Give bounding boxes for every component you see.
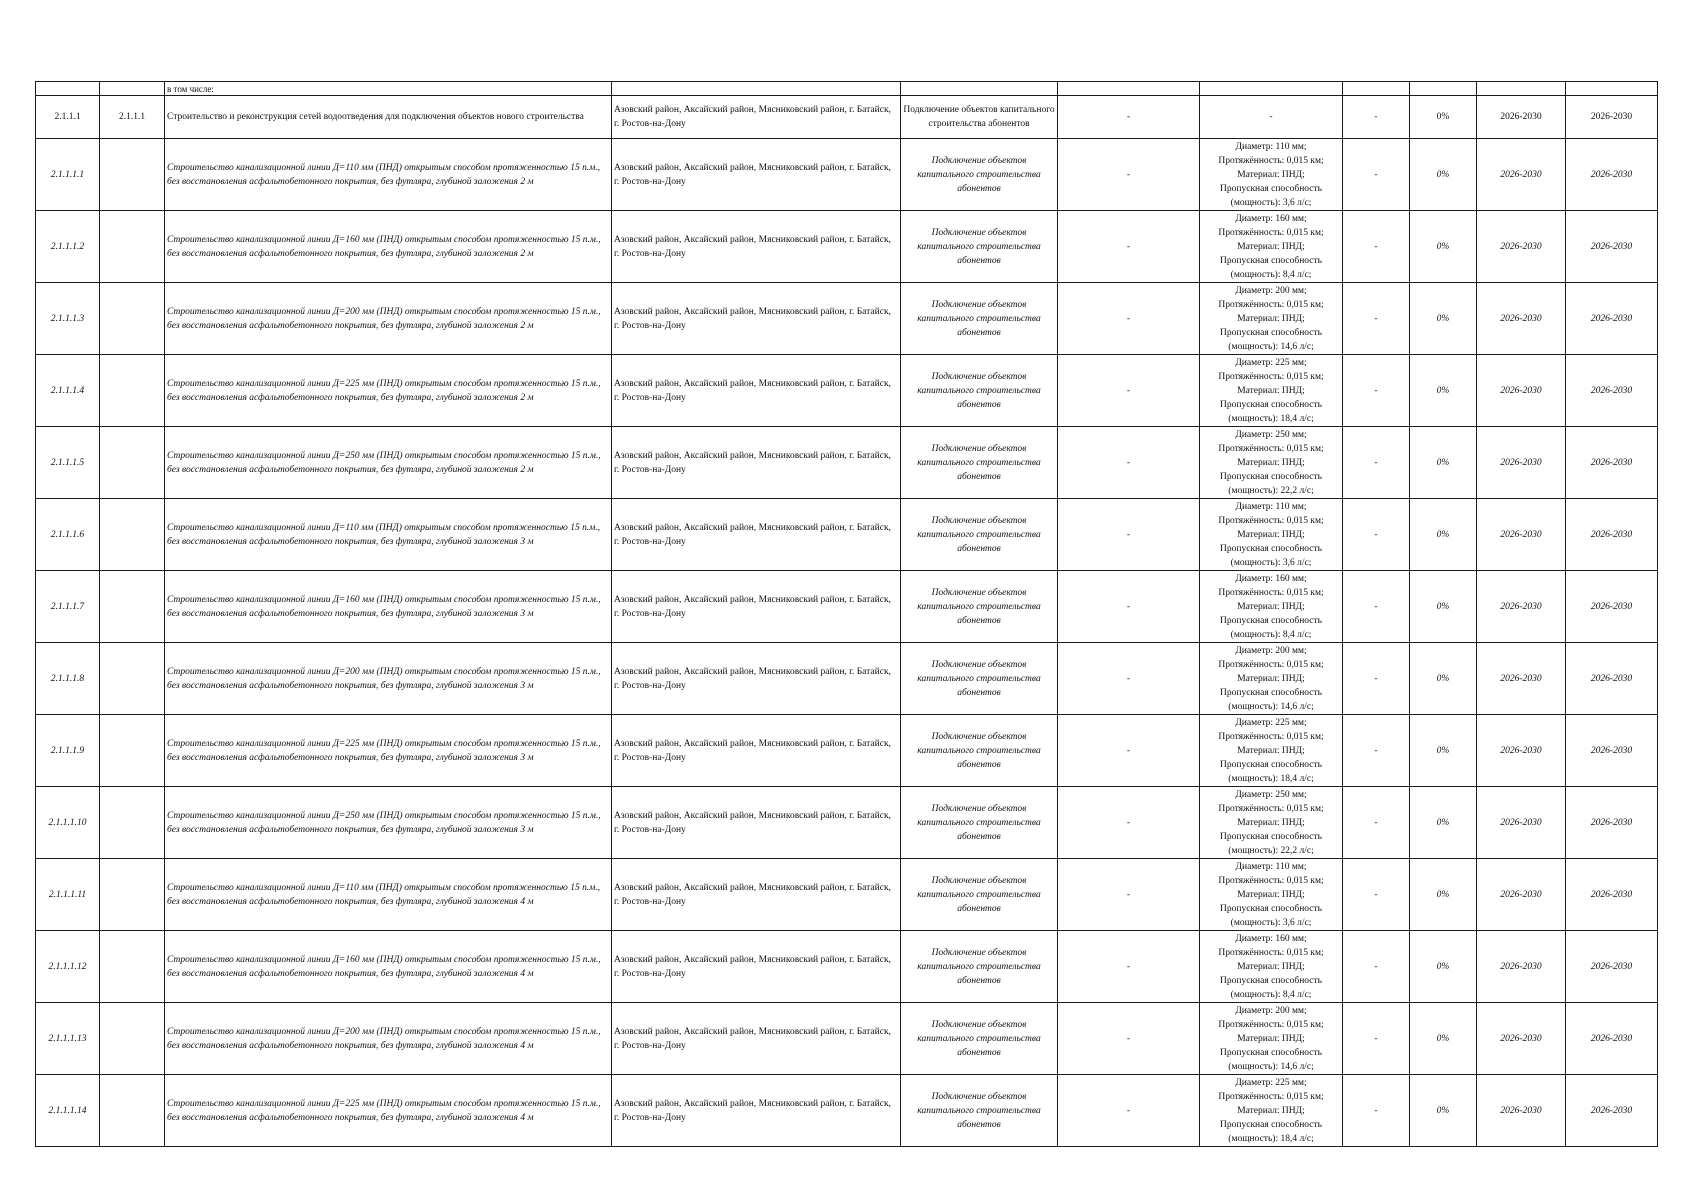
item-code: 2.1.1.1.6 [36,499,100,571]
item-description: Строительство канализационной линии Д=200 мм (ПНД) открытым способом протяженностью 15 п.м., без восстановления асфальтобетонного покрытия, без футляра, глубиной заложения 2 м [165,283,612,355]
item-description: Строительство канализационной линии Д=200 мм (ПНД) открытым способом протяженностью 15 п.м., без восстановления асфальтобетонного покрытия, без футляра, глубиной заложения 3 м [165,643,612,715]
cell-empty [100,139,165,211]
table-row [36,787,1658,859]
item-col9: - [1343,139,1410,211]
group-name: Строительство и реконструкция сетей водоотведения для подключения объектов нового строительства [165,96,612,139]
item-description: Строительство канализационной линии Д=110 мм (ПНД) открытым способом протяженностью 15 п.м., без восстановления асфальтобетонного покрытия, без футляра, глубиной заложения 2 м [165,139,612,211]
item-period-2: 2026-2030 [1566,499,1658,571]
param-line: Диаметр: 200 мм; [1235,645,1307,656]
param-line: Пропускная способность [1220,183,1322,194]
item-location: Азовский район, Аксайский район, Мясниковский район, г. Батайск, г. Ростов-на-Дону [612,643,901,715]
group-code-1: 2.1.1.1 [36,96,100,139]
param-line: Пропускная способность [1220,255,1322,266]
item-purpose: Подключение объектов капитального строительства абонентов [901,787,1058,859]
cell-empty [612,82,901,96]
table-row [36,931,1658,1003]
param-line: Диаметр: 200 мм; [1235,285,1307,296]
param-line: Материал: ПНД; [1237,889,1305,900]
item-params [1200,1075,1343,1147]
group-col6: - [1058,96,1200,139]
item-params [1200,427,1343,499]
table-row [36,211,1658,283]
item-period-2: 2026-2030 [1566,427,1658,499]
cell-empty [1410,82,1477,96]
param-line: (мощность): 18,4 л/с; [1228,1133,1314,1144]
item-code: 2.1.1.1.8 [36,643,100,715]
item-col9: - [1343,355,1410,427]
group-row [36,96,1658,139]
item-period-1: 2026-2030 [1477,715,1566,787]
group-percent: 0% [1410,96,1477,139]
item-description: Строительство канализационной линии Д=200 мм (ПНД) открытым способом протяженностью 15 п.м., без восстановления асфальтобетонного покрытия, без футляра, глубиной заложения 4 м [165,1003,612,1075]
item-period-1: 2026-2030 [1477,931,1566,1003]
item-col6: - [1058,283,1200,355]
param-line: Материал: ПНД; [1237,745,1305,756]
item-col6: - [1058,1075,1200,1147]
item-code: 2.1.1.1.10 [36,787,100,859]
item-percent: 0% [1410,643,1477,715]
param-line: Пропускная способность [1220,759,1322,770]
item-period-2: 2026-2030 [1566,571,1658,643]
item-col6: - [1058,643,1200,715]
cell-empty [1566,82,1658,96]
item-period-2: 2026-2030 [1566,715,1658,787]
item-purpose: Подключение объектов капитального строительства абонентов [901,643,1058,715]
cell-empty [901,82,1058,96]
param-line: (мощность): 14,6 л/с; [1228,1061,1314,1072]
item-code: 2.1.1.1.13 [36,1003,100,1075]
group-col7: - [1200,96,1343,139]
item-params [1200,211,1343,283]
item-period-2: 2026-2030 [1566,211,1658,283]
cell-empty [100,283,165,355]
item-period-2: 2026-2030 [1566,1075,1658,1147]
param-line: Материал: ПНД; [1237,961,1305,972]
cell-empty [100,1003,165,1075]
param-line: (мощность): 8,4 л/с; [1230,269,1312,280]
item-period-1: 2026-2030 [1477,571,1566,643]
cell-empty [100,643,165,715]
param-line: (мощность): 22,2 л/с; [1228,485,1314,496]
group-purpose: Подключение объектов капитального строительства абонентов [901,96,1058,139]
item-col6: - [1058,139,1200,211]
cell-empty [1200,82,1343,96]
item-period-2: 2026-2030 [1566,355,1658,427]
param-line: Протяжённость: 0,015 км; [1218,155,1324,166]
group-period-2: 2026-2030 [1566,96,1658,139]
item-col9: - [1343,1075,1410,1147]
item-params [1200,499,1343,571]
item-purpose: Подключение объектов капитального строительства абонентов [901,139,1058,211]
item-col9: - [1343,787,1410,859]
item-percent: 0% [1410,1075,1477,1147]
param-line: Материал: ПНД; [1237,313,1305,324]
item-code: 2.1.1.1.14 [36,1075,100,1147]
item-col9: - [1343,211,1410,283]
group-col9: - [1343,96,1410,139]
item-period-1: 2026-2030 [1477,355,1566,427]
table-row [36,499,1658,571]
param-line: (мощность): 14,6 л/с; [1228,701,1314,712]
item-purpose: Подключение объектов капитального строительства абонентов [901,715,1058,787]
item-purpose: Подключение объектов капитального строительства абонентов [901,1075,1058,1147]
table-row [36,355,1658,427]
item-params [1200,283,1343,355]
item-params [1200,1003,1343,1075]
item-period-2: 2026-2030 [1566,1003,1658,1075]
item-description: Строительство канализационной линии Д=160 мм (ПНД) открытым способом протяженностью 15 п.м., без восстановления асфальтобетонного покрытия, без футляра, глубиной заложения 3 м [165,571,612,643]
item-percent: 0% [1410,211,1477,283]
table-row [36,571,1658,643]
item-col6: - [1058,499,1200,571]
item-col6: - [1058,715,1200,787]
item-period-1: 2026-2030 [1477,1075,1566,1147]
item-code: 2.1.1.1.3 [36,283,100,355]
cell-empty [100,859,165,931]
item-col6: - [1058,1003,1200,1075]
param-line: Протяжённость: 0,015 км; [1218,299,1324,310]
table-row [36,715,1658,787]
param-line: Протяжённость: 0,015 км; [1218,443,1324,454]
item-code: 2.1.1.1.1 [36,139,100,211]
item-description: Строительство канализационной линии Д=250 мм (ПНД) открытым способом протяженностью 15 п.м., без восстановления асфальтобетонного покрытия, без футляра, глубиной заложения 2 м [165,427,612,499]
param-line: Диаметр: 200 мм; [1235,1005,1307,1016]
param-line: Протяжённость: 0,015 км; [1218,1019,1324,1030]
param-line: Пропускная способность [1220,1047,1322,1058]
item-percent: 0% [1410,355,1477,427]
subheader-row [36,82,1658,96]
table-row [36,643,1658,715]
item-location: Азовский район, Аксайский район, Мясниковский район, г. Батайск, г. Ростов-на-Дону [612,1003,901,1075]
item-params [1200,859,1343,931]
item-percent: 0% [1410,931,1477,1003]
item-period-1: 2026-2030 [1477,283,1566,355]
group-code-2: 2.1.1.1 [100,96,165,139]
item-col6: - [1058,787,1200,859]
item-params [1200,643,1343,715]
item-period-2: 2026-2030 [1566,139,1658,211]
param-line: Протяжённость: 0,015 км; [1218,659,1324,670]
item-col9: - [1343,427,1410,499]
item-percent: 0% [1410,139,1477,211]
param-line: Материал: ПНД; [1237,385,1305,396]
item-description: Строительство канализационной линии Д=110 мм (ПНД) открытым способом протяженностью 15 п.м., без восстановления асфальтобетонного покрытия, без футляра, глубиной заложения 4 м [165,859,612,931]
item-percent: 0% [1410,1003,1477,1075]
item-description: Строительство канализационной линии Д=160 мм (ПНД) открытым способом протяженностью 15 п.м., без восстановления асфальтобетонного покрытия, без футляра, глубиной заложения 4 м [165,931,612,1003]
cell-empty [100,427,165,499]
param-line: (мощность): 14,6 л/с; [1228,341,1314,352]
item-period-1: 2026-2030 [1477,139,1566,211]
item-location: Азовский район, Аксайский район, Мясниковский район, г. Батайск, г. Ростов-на-Дону [612,427,901,499]
param-line: Пропускная способность [1220,975,1322,986]
item-location: Азовский район, Аксайский район, Мясниковский район, г. Батайск, г. Ростов-на-Дону [612,571,901,643]
subheader-label: в том числе: [165,82,612,96]
cell-empty [36,82,100,96]
item-params [1200,355,1343,427]
item-period-2: 2026-2030 [1566,643,1658,715]
param-line: Протяжённость: 0,015 км; [1218,1091,1324,1102]
item-description: Строительство канализационной линии Д=225 мм (ПНД) открытым способом протяженностью 15 п.м., без восстановления асфальтобетонного покрытия, без футляра, глубиной заложения 4 м [165,1075,612,1147]
item-col6: - [1058,355,1200,427]
item-location: Азовский район, Аксайский район, Мясниковский район, г. Батайск, г. Ростов-на-Дону [612,715,901,787]
param-line: (мощность): 18,4 л/с; [1228,413,1314,424]
item-purpose: Подключение объектов капитального строительства абонентов [901,931,1058,1003]
param-line: Пропускная способность [1220,615,1322,626]
param-line: Пропускная способность [1220,1119,1322,1130]
item-period-1: 2026-2030 [1477,787,1566,859]
item-col6: - [1058,211,1200,283]
table-row [36,139,1658,211]
item-col9: - [1343,283,1410,355]
item-col9: - [1343,643,1410,715]
param-line: Пропускная способность [1220,471,1322,482]
item-code: 2.1.1.1.9 [36,715,100,787]
param-line: Пропускная способность [1220,903,1322,914]
item-location: Азовский район, Аксайский район, Мясниковский район, г. Батайск, г. Ростов-на-Дону [612,1075,901,1147]
param-line: Диаметр: 160 мм; [1235,933,1307,944]
item-period-1: 2026-2030 [1477,427,1566,499]
item-period-2: 2026-2030 [1566,859,1658,931]
param-line: (мощность): 3,6 л/с; [1230,917,1312,928]
item-code: 2.1.1.1.2 [36,211,100,283]
param-line: (мощность): 22,2 л/с; [1228,845,1314,856]
param-line: Протяжённость: 0,015 км; [1218,587,1324,598]
item-col9: - [1343,859,1410,931]
item-col6: - [1058,931,1200,1003]
item-params [1200,931,1343,1003]
item-purpose: Подключение объектов капитального строительства абонентов [901,571,1058,643]
item-col9: - [1343,1003,1410,1075]
item-purpose: Подключение объектов капитального строительства абонентов [901,859,1058,931]
cell-empty [100,82,165,96]
item-purpose: Подключение объектов капитального строительства абонентов [901,499,1058,571]
param-line: Материал: ПНД; [1237,1105,1305,1116]
param-line: (мощность): 3,6 л/с; [1230,557,1312,568]
param-line: (мощность): 3,6 л/с; [1230,197,1312,208]
table-row [36,1003,1658,1075]
param-line: Пропускная способность [1220,327,1322,338]
param-line: Диаметр: 250 мм; [1235,789,1307,800]
cell-empty [100,787,165,859]
item-location: Азовский район, Аксайский район, Мясниковский район, г. Батайск, г. Ростов-на-Дону [612,859,901,931]
item-params [1200,571,1343,643]
item-location: Азовский район, Аксайский район, Мясниковский район, г. Батайск, г. Ростов-на-Дону [612,283,901,355]
param-line: (мощность): 8,4 л/с; [1230,989,1312,1000]
item-params [1200,139,1343,211]
param-line: Материал: ПНД; [1237,817,1305,828]
item-code: 2.1.1.1.12 [36,931,100,1003]
cell-empty [100,571,165,643]
param-line: Диаметр: 110 мм; [1235,501,1307,512]
item-purpose: Подключение объектов капитального строительства абонентов [901,211,1058,283]
item-col9: - [1343,931,1410,1003]
cell-empty [1058,82,1200,96]
cell-empty [100,211,165,283]
param-line: Пропускная способность [1220,687,1322,698]
item-location: Азовский район, Аксайский район, Мясниковский район, г. Батайск, г. Ростов-на-Дону [612,931,901,1003]
item-description: Строительство канализационной линии Д=110 мм (ПНД) открытым способом протяженностью 15 п.м., без восстановления асфальтобетонного покрытия, без футляра, глубиной заложения 3 м [165,499,612,571]
param-line: (мощность): 8,4 л/с; [1230,629,1312,640]
item-code: 2.1.1.1.7 [36,571,100,643]
param-line: Материал: ПНД; [1237,601,1305,612]
param-line: Диаметр: 225 мм; [1235,1077,1307,1088]
item-period-1: 2026-2030 [1477,499,1566,571]
item-description: Строительство канализационной линии Д=250 мм (ПНД) открытым способом протяженностью 15 п.м., без восстановления асфальтобетонного покрытия, без футляра, глубиной заложения 3 м [165,787,612,859]
item-description: Строительство канализационной линии Д=225 мм (ПНД) открытым способом протяженностью 15 п.м., без восстановления асфальтобетонного покрытия, без футляра, глубиной заложения 2 м [165,355,612,427]
table-row [36,1075,1658,1147]
param-line: Материал: ПНД; [1237,1033,1305,1044]
item-percent: 0% [1410,859,1477,931]
group-location: Азовский район, Аксайский район, Мясниковский район, г. Батайск, г. Ростов-на-Дону [612,96,901,139]
param-line: Протяжённость: 0,015 км; [1218,803,1324,814]
item-period-1: 2026-2030 [1477,859,1566,931]
param-line: Протяжённость: 0,015 км; [1218,371,1324,382]
param-line: Пропускная способность [1220,831,1322,842]
item-period-2: 2026-2030 [1566,931,1658,1003]
item-description: Строительство канализационной линии Д=225 мм (ПНД) открытым способом протяженностью 15 п.м., без восстановления асфальтобетонного покрытия, без футляра, глубиной заложения 3 м [165,715,612,787]
item-code: 2.1.1.1.5 [36,427,100,499]
item-code: 2.1.1.1.11 [36,859,100,931]
param-line: Протяжённость: 0,015 км; [1218,947,1324,958]
param-line: Материал: ПНД; [1237,169,1305,180]
item-purpose: Подключение объектов капитального строительства абонентов [901,1003,1058,1075]
param-line: Диаметр: 110 мм; [1235,141,1307,152]
param-line: Диаметр: 225 мм; [1235,357,1307,368]
param-line: Материал: ПНД; [1237,457,1305,468]
item-percent: 0% [1410,787,1477,859]
cell-empty [1477,82,1566,96]
item-location: Азовский район, Аксайский район, Мясниковский район, г. Батайск, г. Ростов-на-Дону [612,211,901,283]
item-location: Азовский район, Аксайский район, Мясниковский район, г. Батайск, г. Ростов-на-Дону [612,499,901,571]
item-percent: 0% [1410,715,1477,787]
item-percent: 0% [1410,283,1477,355]
item-col9: - [1343,571,1410,643]
param-line: Материал: ПНД; [1237,241,1305,252]
item-col6: - [1058,571,1200,643]
item-percent: 0% [1410,427,1477,499]
cell-empty [100,715,165,787]
item-period-1: 2026-2030 [1477,1003,1566,1075]
param-line: Протяжённость: 0,015 км; [1218,731,1324,742]
group-period-1: 2026-2030 [1477,96,1566,139]
table-row [36,859,1658,931]
param-line: Диаметр: 160 мм; [1235,573,1307,584]
item-period-2: 2026-2030 [1566,787,1658,859]
cell-empty [100,1075,165,1147]
param-line: Диаметр: 110 мм; [1235,861,1307,872]
item-params [1200,787,1343,859]
cell-empty [100,355,165,427]
param-line: Протяжённость: 0,015 км; [1218,227,1324,238]
item-period-2: 2026-2030 [1566,283,1658,355]
param-line: Диаметр: 160 мм; [1235,213,1307,224]
item-col6: - [1058,859,1200,931]
item-purpose: Подключение объектов капитального строительства абонентов [901,427,1058,499]
item-description: Строительство канализационной линии Д=160 мм (ПНД) открытым способом протяженностью 15 п.м., без восстановления асфальтобетонного покрытия, без футляра, глубиной заложения 2 м [165,211,612,283]
cell-empty [1343,82,1410,96]
item-params [1200,715,1343,787]
cell-empty [100,499,165,571]
param-line: Диаметр: 250 мм; [1235,429,1307,440]
item-code: 2.1.1.1.4 [36,355,100,427]
item-col6: - [1058,427,1200,499]
param-line: Пропускная способность [1220,399,1322,410]
item-col9: - [1343,715,1410,787]
investment-program-table [35,81,1658,1147]
item-location: Азовский район, Аксайский район, Мясниковский район, г. Батайск, г. Ростов-на-Дону [612,787,901,859]
item-col9: - [1343,499,1410,571]
item-location: Азовский район, Аксайский район, Мясниковский район, г. Батайск, г. Ростов-на-Дону [612,355,901,427]
param-line: Протяжённость: 0,015 км; [1218,515,1324,526]
item-percent: 0% [1410,499,1477,571]
param-line: Пропускная способность [1220,543,1322,554]
param-line: Материал: ПНД; [1237,673,1305,684]
param-line: Диаметр: 225 мм; [1235,717,1307,728]
cell-empty [100,931,165,1003]
param-line: Протяжённость: 0,015 км; [1218,875,1324,886]
item-percent: 0% [1410,571,1477,643]
item-period-1: 2026-2030 [1477,643,1566,715]
item-period-1: 2026-2030 [1477,211,1566,283]
item-purpose: Подключение объектов капитального строительства абонентов [901,283,1058,355]
item-location: Азовский район, Аксайский район, Мясниковский район, г. Батайск, г. Ростов-на-Дону [612,139,901,211]
param-line: (мощность): 18,4 л/с; [1228,773,1314,784]
item-purpose: Подключение объектов капитального строительства абонентов [901,355,1058,427]
table-row [36,283,1658,355]
table-row [36,427,1658,499]
param-line: Материал: ПНД; [1237,529,1305,540]
